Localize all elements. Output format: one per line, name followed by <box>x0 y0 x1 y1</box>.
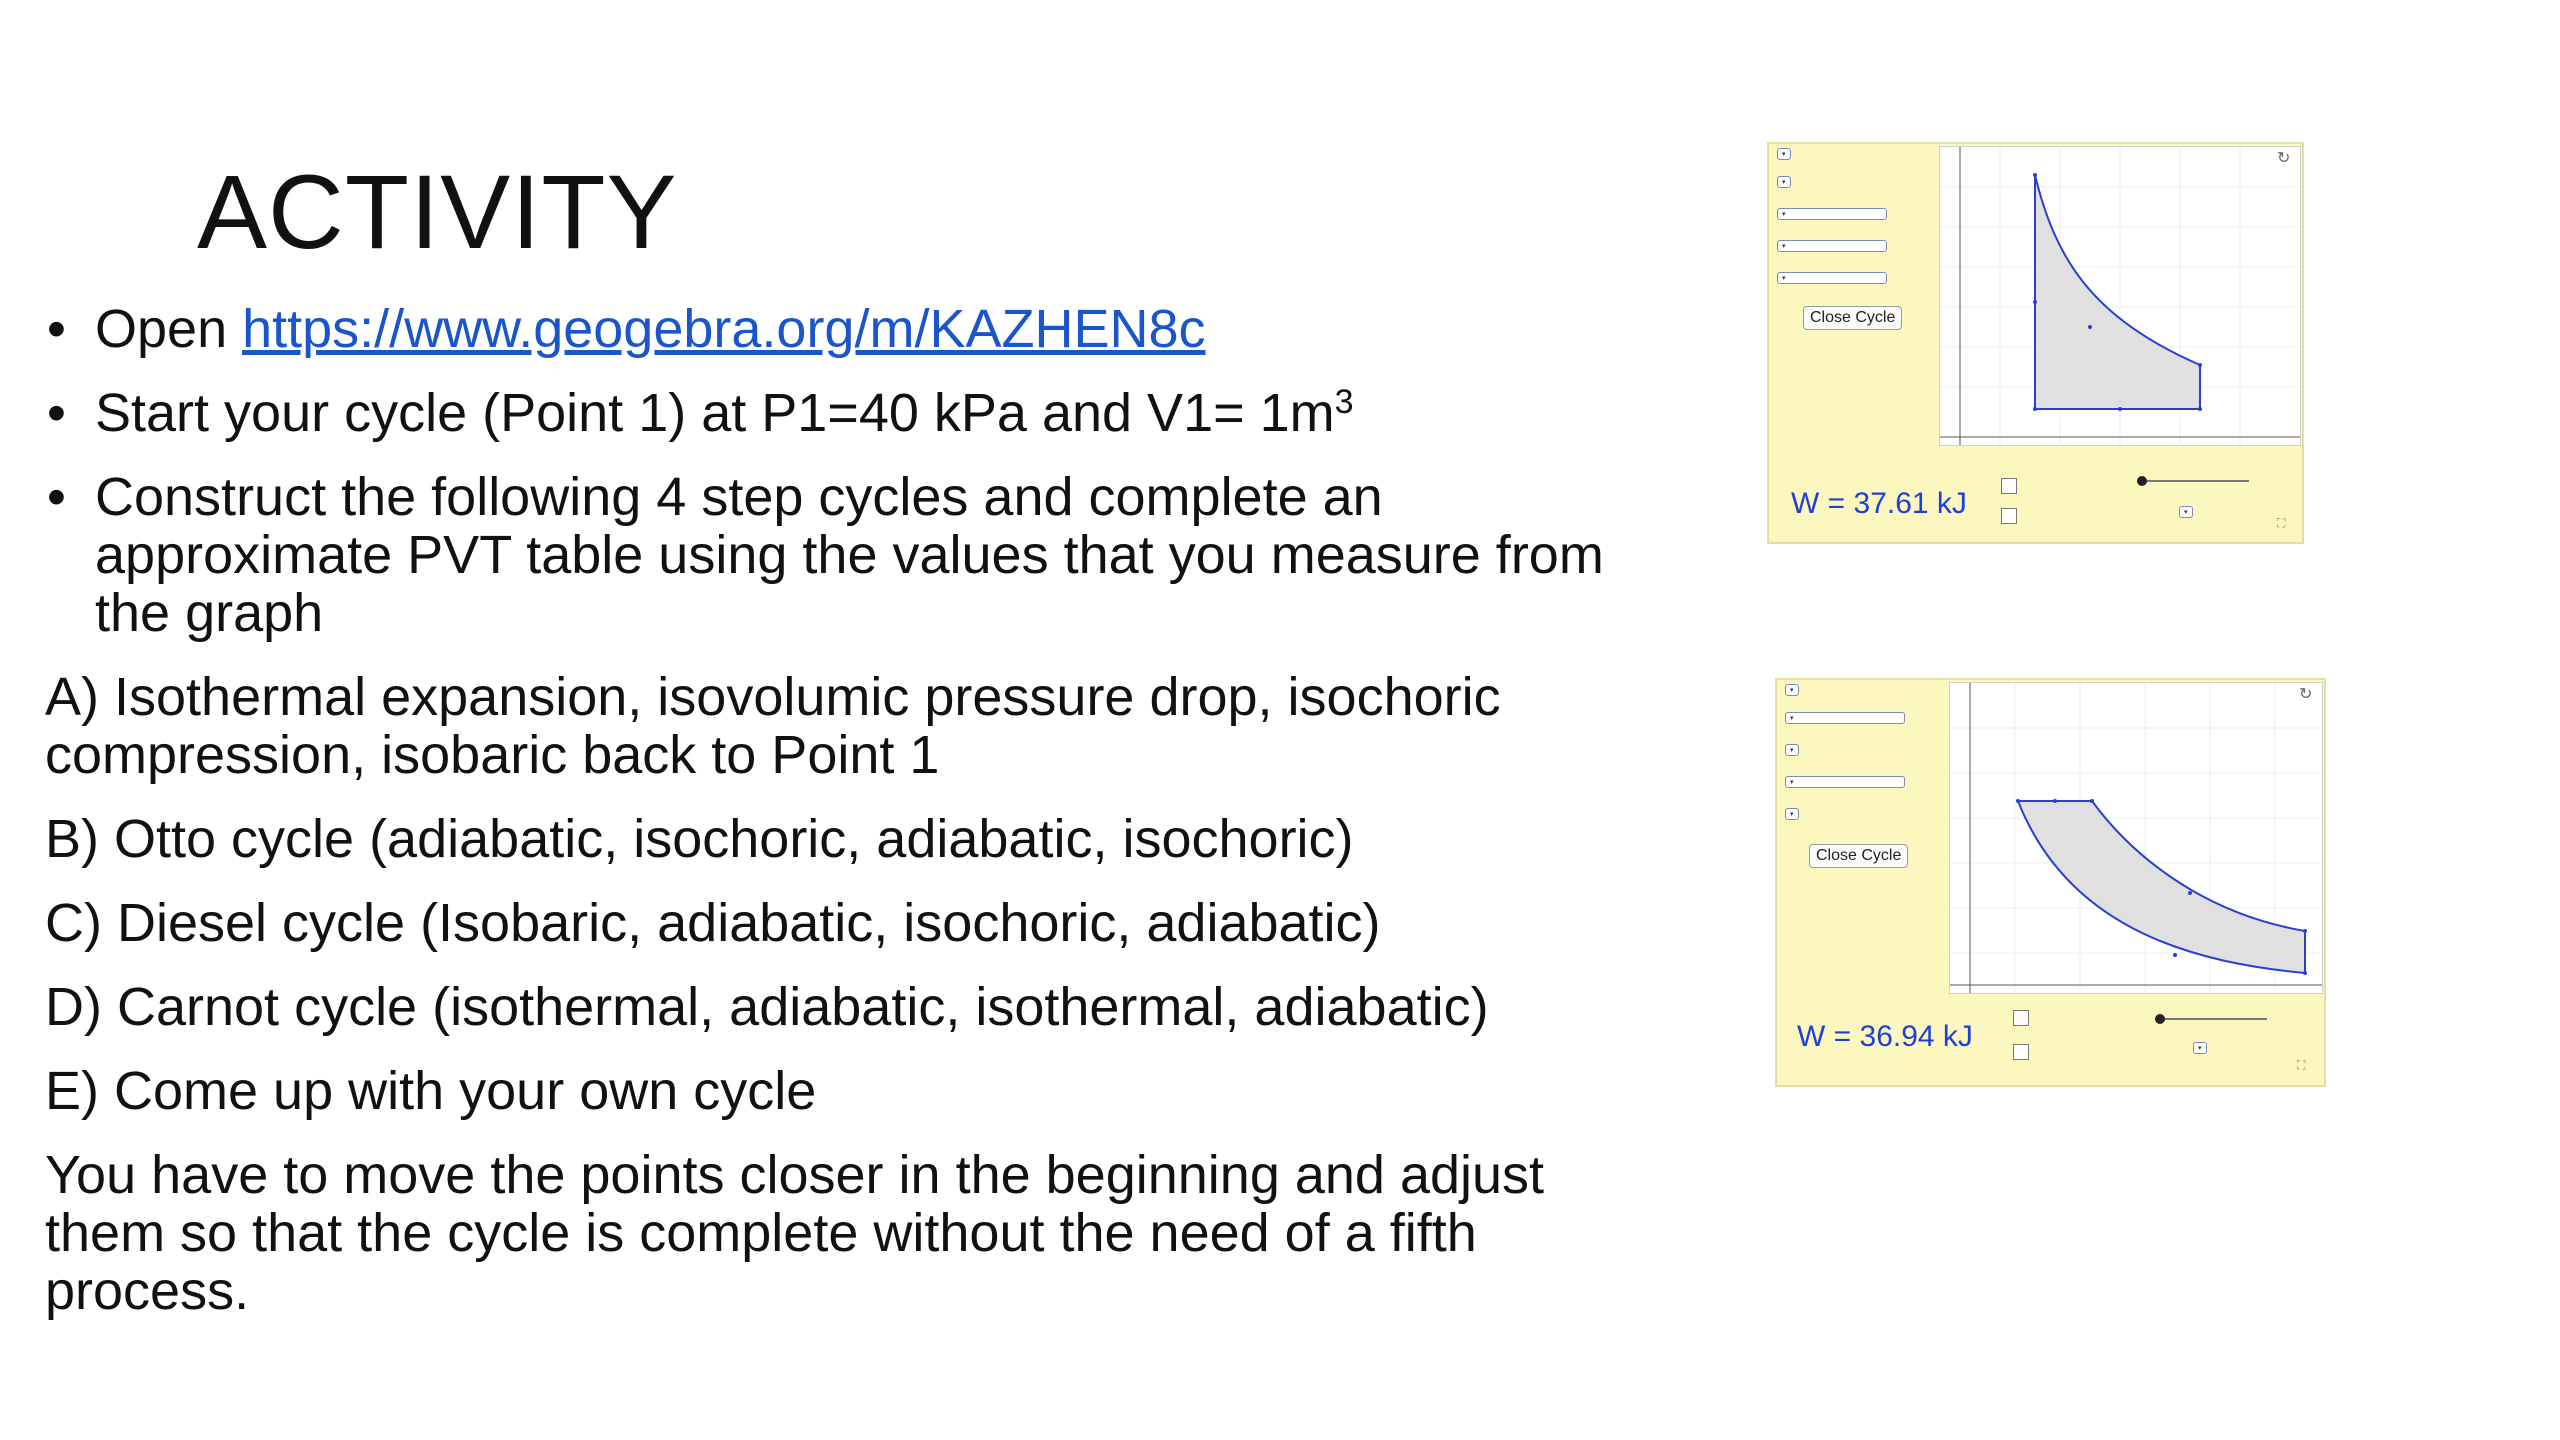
isotherms-checkbox[interactable] <box>2013 1010 2029 1026</box>
pv-diagram <box>1950 683 2322 993</box>
gas-type-select[interactable]: ▾ <box>2193 1042 2207 1054</box>
bullet-dot: • <box>47 299 66 359</box>
process-row-2 <box>1777 208 1887 220</box>
process-select[interactable]: ▾ <box>1777 176 1791 188</box>
process-select[interactable]: ▾ <box>1785 712 1905 724</box>
item-e: E) Come up with your own cycle <box>45 1061 817 1121</box>
pv-plot <box>1939 146 2301 446</box>
bullet-start <box>45 384 1605 442</box>
expand-icon[interactable]: ⛶ <box>2277 516 2286 530</box>
item-note: You have to move the points closer in the beginning and adjust them so that the cycle is complete without the need of a fifth process. <box>45 1145 1545 1321</box>
refresh-icon[interactable]: ↻ <box>2277 150 2291 167</box>
geogebra-link[interactable]: https://www.geogebra.org/m/KAZHEN8c <box>242 299 1206 359</box>
moles-slider-track[interactable] <box>2157 1018 2267 1020</box>
bullet-dot: • <box>47 467 66 527</box>
bullet-dot: • <box>47 383 66 443</box>
process-select[interactable]: ▾ <box>1785 744 1799 756</box>
process-row-2 <box>1785 744 1799 756</box>
settings-row <box>1785 684 1799 696</box>
moles-slider-knob[interactable] <box>2155 1014 2165 1024</box>
item-a: A) Isothermal expansion, isovolumic pressure drop, isochoric compression, isobaric back to Point 1 <box>45 667 1501 785</box>
close-cycle-button[interactable]: Close Cycle <box>1809 844 1908 868</box>
start-text: Start your cycle (Point 1) at P1=40 kPa and V1= 1m <box>95 383 1335 443</box>
moles-slider-track[interactable] <box>2139 480 2249 482</box>
process-row-3 <box>1785 776 1905 788</box>
expand-icon[interactable]: ⛶ <box>2297 1058 2306 1072</box>
bullet-open <box>45 300 1605 358</box>
work-readout: W = 37.61 kJ <box>1791 487 1967 520</box>
settings-row <box>1777 148 1791 160</box>
process-row-1 <box>1777 176 1791 188</box>
process-select[interactable]: ▾ <box>1785 808 1799 820</box>
points-select[interactable]: ▾ <box>1785 684 1799 696</box>
pv-plot <box>1949 682 2323 994</box>
isotherms-checkbox-row <box>2001 478 2017 494</box>
start-superscript: 3 <box>1334 383 1354 421</box>
isotherms-checkbox[interactable] <box>2001 478 2017 494</box>
points-select[interactable]: ▾ <box>1777 148 1791 160</box>
process-row-4 <box>1777 272 1887 284</box>
geogebra-thumbnail-1 <box>1767 142 2304 544</box>
work-readout: W = 36.94 kJ <box>1797 1020 1973 1053</box>
activity-content <box>45 300 1605 1346</box>
bullet-construct <box>45 468 1605 642</box>
adiabats-checkbox[interactable] <box>2013 1044 2029 1060</box>
process-select[interactable]: ▾ <box>1777 240 1887 252</box>
construct-text: Construct the following 4 step cycles and complete an approximate PVT table using the values that you measure from the graph <box>95 467 1604 643</box>
adiabats-checkbox-row <box>2001 508 2017 524</box>
pv-diagram <box>1940 147 2300 445</box>
moles-slider-knob[interactable] <box>2137 476 2147 486</box>
item-b: B) Otto cycle (adiabatic, isochoric, adiabatic, isochoric) <box>45 809 1354 869</box>
process-select[interactable]: ▾ <box>1777 208 1887 220</box>
page-title: ACTIVITY <box>197 154 678 271</box>
item-d: D) Carnot cycle (isothermal, adiabatic, isothermal, adiabatic) <box>45 977 1489 1037</box>
adiabats-checkbox[interactable] <box>2001 508 2017 524</box>
process-row-3 <box>1777 240 1887 252</box>
refresh-icon[interactable]: ↻ <box>2299 686 2313 703</box>
isotherms-checkbox-row <box>2013 1010 2029 1026</box>
process-row-1 <box>1785 712 1905 724</box>
item-c: C) Diesel cycle (Isobaric, adiabatic, isochoric, adiabatic) <box>45 893 1381 953</box>
open-prefix: Open <box>95 299 243 359</box>
geogebra-thumbnail-2 <box>1775 678 2326 1087</box>
process-row-4 <box>1785 808 1799 820</box>
adiabats-checkbox-row <box>2013 1044 2029 1060</box>
process-select[interactable]: ▾ <box>1785 776 1905 788</box>
gas-type-select[interactable]: ▾ <box>2179 506 2193 518</box>
process-select[interactable]: ▾ <box>1777 272 1887 284</box>
close-cycle-button[interactable]: Close Cycle <box>1803 306 1902 330</box>
